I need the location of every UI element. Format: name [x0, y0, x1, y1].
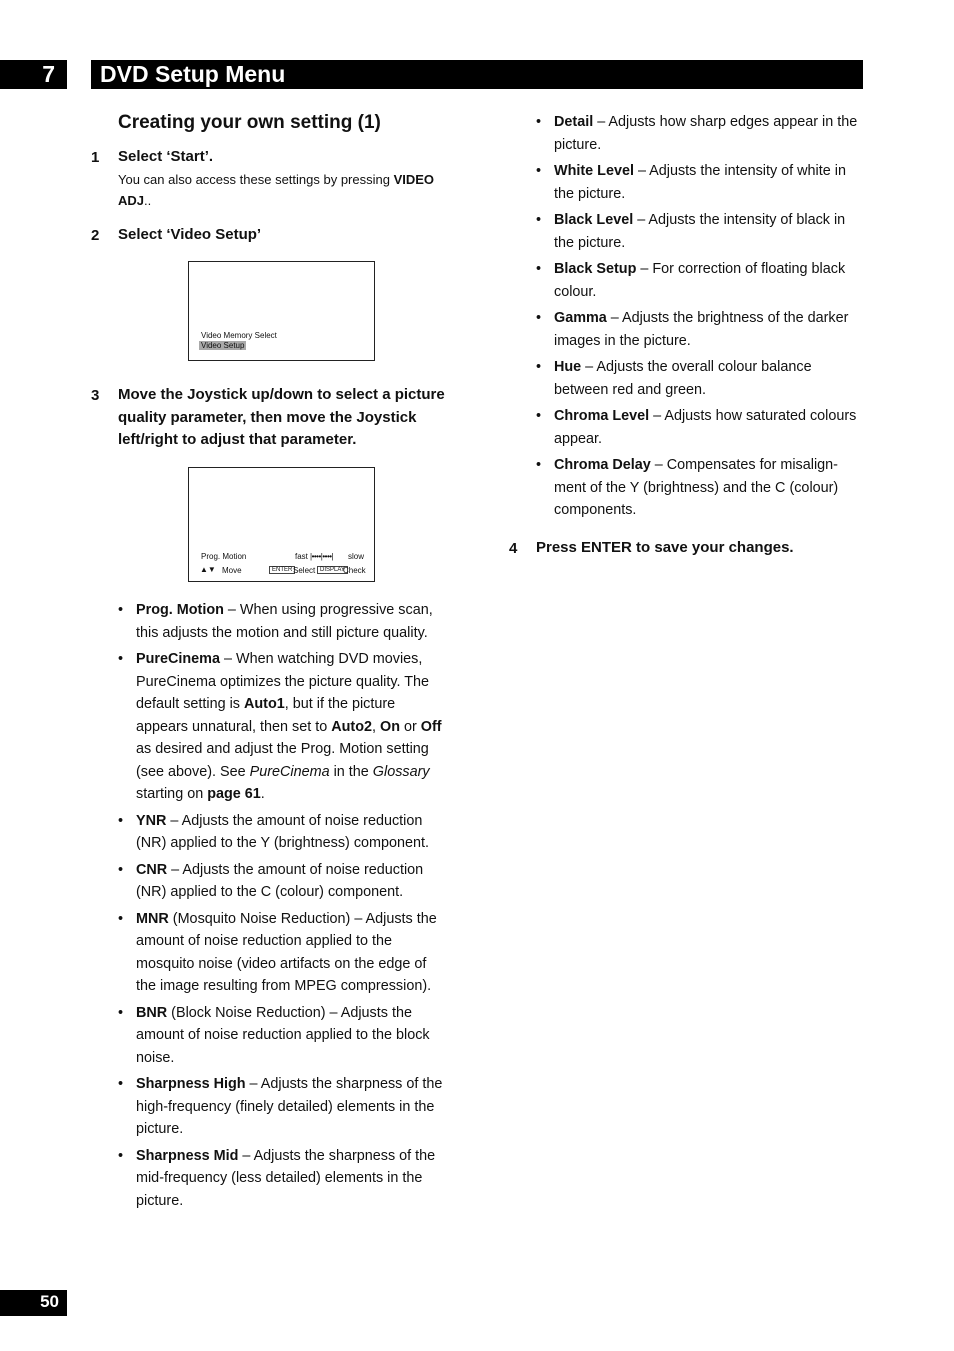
term: PureCinema [136, 651, 220, 667]
description: – Adjusts the amount of noise reduction (NR) applied to the Y (brightness) component. [136, 812, 430, 851]
motion-scale: |••••|••••| [310, 552, 334, 561]
text: , [372, 718, 380, 735]
chapter-title: DVD Setup Menu [100, 61, 286, 87]
video-setup-screen [188, 261, 375, 361]
text: as desired and adjust the Prog. Motion setting (see above). See [136, 741, 429, 780]
section-title: Creating your own setting (1) [118, 112, 381, 133]
term: White Level [554, 163, 634, 179]
step-4-text: Press ENTER to save your changes. [536, 539, 794, 556]
step-2-text: Select ‘Video Setup’ [118, 226, 262, 243]
term: Chroma Delay [554, 457, 651, 473]
list-item [118, 908, 448, 998]
description: (Mosquito Noise Reduction) – Adjusts the amount of noise reduction applied to the mosquito noise (video artifacts on the edge of the image resulting from MPEG compression). [136, 910, 437, 994]
list-item [118, 599, 448, 644]
term: Gamma [554, 310, 607, 326]
menu-item-video-setup: Video Setup [201, 341, 245, 350]
glossary-term: PureCinema [249, 763, 330, 780]
video-adj-button-label: VIDEO ADJ [118, 172, 435, 208]
right-bullet-list [536, 111, 866, 526]
term: Sharpness Mid [136, 1147, 239, 1164]
list-item [536, 160, 866, 205]
step-1-text: Select ‘Start’. [118, 148, 214, 165]
step-1-note-end: .. [144, 193, 152, 208]
description: – Adjusts how saturated colours appear. [554, 408, 857, 447]
display-key-icon: DISPLAY [317, 566, 348, 574]
list-item [118, 810, 448, 855]
text: or [399, 718, 421, 735]
page-ref: page 61 [207, 786, 261, 802]
description: – Adjusts the sharpness of the mid-frequency (less detailed) elements in the picture. [136, 1147, 436, 1209]
step-3-number: 3 [91, 387, 100, 404]
step-3-text: Move the Joystick up/down to select a picture quality parameter, then move the Joystick left/right to adjust that parameter. [118, 386, 445, 448]
text: , but if the picture appears unnatural, then set to [136, 696, 396, 735]
text: starting on [136, 786, 208, 802]
text: in the [329, 763, 373, 780]
up-down-arrows-icon: ▲▼ [200, 565, 216, 574]
description: – Adjusts the intensity of black in the picture. [554, 212, 846, 251]
text: – When watching DVD movies, PureCinema optimizes the picture quality. The default setting is [136, 651, 430, 712]
scale-slow-label: slow [348, 552, 365, 561]
term: Prog. Motion [136, 602, 224, 618]
list-item [536, 356, 866, 401]
move-label: Move [222, 566, 242, 575]
list-item [536, 307, 866, 352]
list-item [536, 111, 866, 156]
left-bullet-list [118, 599, 448, 1216]
scale-fast-label: fast [295, 552, 308, 561]
description: (Block Noise Reduction) – Adjusts the amount of noise reduction applied to the block noise. [136, 1004, 430, 1066]
enter-key-icon: ENTER [269, 566, 295, 574]
text: . [260, 786, 265, 802]
term: Sharpness High [136, 1076, 246, 1092]
list-item [118, 859, 448, 904]
term: CNR [136, 861, 168, 878]
description: – Compensates for misalign-ment of the Y (brightness) and the C (colour) components. [554, 457, 839, 518]
page-number-box [0, 1290, 67, 1316]
prog-motion-screen [188, 467, 375, 582]
term: BNR [136, 1004, 168, 1021]
list-item [118, 1145, 448, 1213]
select-label: Select [293, 566, 316, 575]
term: MNR [136, 910, 169, 927]
step-1-note-text: You can also access these settings by pressing [118, 172, 394, 187]
setting-on: On [380, 718, 400, 735]
list-item [536, 405, 866, 450]
list-item [536, 454, 866, 522]
step-1-number: 1 [91, 149, 100, 166]
step-1-note [118, 169, 448, 211]
term: Hue [554, 359, 582, 375]
chapter-title-bar [91, 60, 863, 89]
list-item [118, 1002, 448, 1070]
term: Detail [554, 114, 594, 130]
description: – For correction of floating black colour. [554, 261, 846, 300]
param-prog-motion: Prog. Motion [201, 552, 247, 561]
list-item [536, 258, 866, 303]
list-item [118, 648, 448, 806]
term: Black Setup [554, 261, 637, 277]
check-label: Check [343, 566, 366, 575]
description: – Adjusts the sharpness of the high-frequency (finely detailed) elements in the picture. [136, 1076, 443, 1137]
term: Black Level [554, 212, 634, 228]
term: Chroma Level [554, 408, 650, 424]
description: – Adjusts the intensity of white in the picture. [554, 163, 846, 202]
setting-off: Off [420, 718, 442, 735]
description: – Adjusts how sharp edges appear in the picture. [554, 114, 858, 153]
menu-item-video-memory-select: Video Memory Select [201, 331, 277, 340]
term: YNR [136, 812, 167, 829]
list-item [118, 1073, 448, 1141]
description: – Adjusts the amount of noise reduction (NR) applied to the C (colour) component. [136, 861, 424, 900]
description: – When using progressive scan, this adjusts the motion and still picture quality. [136, 602, 433, 641]
description: – Adjusts the overall colour balance between red and green. [554, 359, 812, 398]
glossary-ref: Glossary [372, 763, 430, 780]
list-item [536, 209, 866, 254]
chapter-number: 7 [42, 61, 55, 87]
setting-auto2: Auto2 [331, 718, 372, 735]
step-4-number: 4 [509, 540, 518, 557]
page-number: 50 [40, 1292, 59, 1311]
description: – Adjusts the brightness of the darker images in the picture. [554, 310, 849, 349]
setting-auto1: Auto1 [244, 696, 285, 712]
chapter-number-box [0, 60, 67, 89]
step-2-number: 2 [91, 227, 100, 244]
